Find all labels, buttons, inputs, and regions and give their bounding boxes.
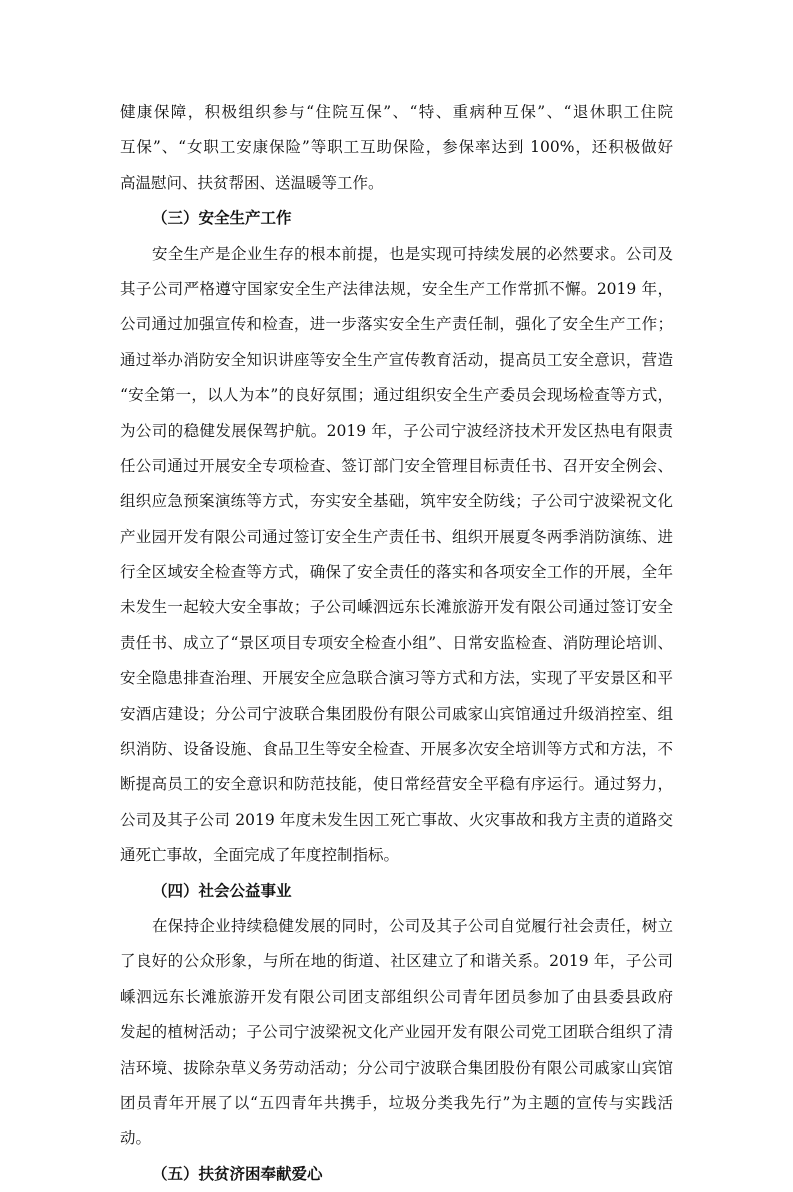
text-line: “安全第一，以人为本”的良好氛围；通过组织安全生产委员会现场检查等方式， <box>120 386 673 405</box>
text-line: 产业园开发有限公司通过签订安全生产责任书、组织开展夏冬两季消防演练、进 <box>120 527 673 546</box>
section-heading-safety: （三）安全生产工作 <box>152 209 292 228</box>
text-line: 嵊泗远东长滩旅游开发有限公司团支部组织公司青年团员参加了由县委县政府 <box>120 987 673 1006</box>
text-line: 通过举办消防安全知识讲座等安全生产宣传教育活动，提高员工安全意识，营造 <box>120 350 673 369</box>
text-line: 组织应急预案演练等方式，夯实安全基础，筑牢安全防线；子公司宁波梁祝文化 <box>120 492 673 511</box>
text-line: 通死亡事故，全面完成了年度控制指标。 <box>120 846 400 865</box>
paragraph-welfare <box>120 95 673 201</box>
text-line: 行全区域安全检查等方式，确保了安全责任的落实和各项安全工作的开展，全年 <box>120 563 673 582</box>
text-line: 安全隐患排查治理、开展安全应急联合演习等方式和方法，实现了平安景区和平 <box>120 669 673 688</box>
paragraph-safety <box>120 237 673 874</box>
text-line: 团员青年开展了以“五四青年共携手，垃圾分类我先行”为主题的宣传与实践活 <box>120 1093 673 1112</box>
document-page <box>120 95 673 1192</box>
text-line: 发起的植树活动；子公司宁波梁祝文化产业园开发有限公司党工团联合组织了清 <box>120 1023 673 1042</box>
text-line: 安全生产是企业生存的根本前提，也是实现可持续发展的必然要求。公司及 <box>152 244 673 263</box>
text-line: 公司通过加强宣传和检查，进一步落实安全生产责任制，强化了安全生产工作； <box>120 315 673 334</box>
text-line: 断提高员工的安全意识和防范技能，使日常经营安全平稳有序运行。通过努力， <box>120 775 673 794</box>
text-line: 动。 <box>120 1129 152 1148</box>
text-line: 公司及其子公司 2019 年度未发生因工死亡事故、火灾事故和我方主责的道路交 <box>120 810 673 829</box>
section-heading-poverty-relief: （五）扶贫济困奉献爱心 <box>152 1164 323 1183</box>
section-heading-public-welfare: （四）社会公益事业 <box>152 881 292 900</box>
text-line: 互保”、“女职工安康保险”等职工互助保险，参保率达到 100%，还积极做好 <box>120 138 673 157</box>
text-line: 未发生一起较大安全事故；子公司嵊泗远东长滩旅游开发有限公司通过签订安全 <box>120 598 673 617</box>
text-line: 了良好的公众形象，与所在地的街道、社区建立了和谐关系。2019 年，子公司 <box>120 952 673 971</box>
text-line: 在保持企业持续稳健发展的同时，公司及其子公司自觉履行社会责任，树立 <box>152 916 673 935</box>
text-line: 健康保障，积极组织参与“住院互保”、“特、重病种互保”、“退休职工住院 <box>120 103 673 121</box>
paragraph-public-welfare <box>120 909 673 1157</box>
text-line: 为公司的稳健发展保驾护航。2019 年，子公司宁波经济技术开发区热电有限责 <box>120 421 673 440</box>
text-line: 安酒店建设；分公司宁波联合集团股份有限公司戚家山宾馆通过升级消控室、组 <box>120 704 673 723</box>
text-line: 任公司通过开展安全专项检查、签订部门安全管理目标责任书、召开安全例会、 <box>120 456 673 475</box>
text-line: 洁环境、拔除杂草义务劳动活动；分公司宁波联合集团股份有限公司戚家山宾馆 <box>120 1058 673 1077</box>
text-line: 高温慰问、扶贫帮困、送温暖等工作。 <box>120 173 384 192</box>
text-line: 其子公司严格遵守国家安全生产法律法规，安全生产工作常抓不懈。2019 年， <box>120 279 673 298</box>
text-line: 责任书、成立了“景区项目专项安全检查小组”、日常安监检查、消防理论培训、 <box>120 633 673 652</box>
text-line: 织消防、设备设施、食品卫生等安全检查、开展多次安全培训等方式和方法，不 <box>120 740 673 759</box>
